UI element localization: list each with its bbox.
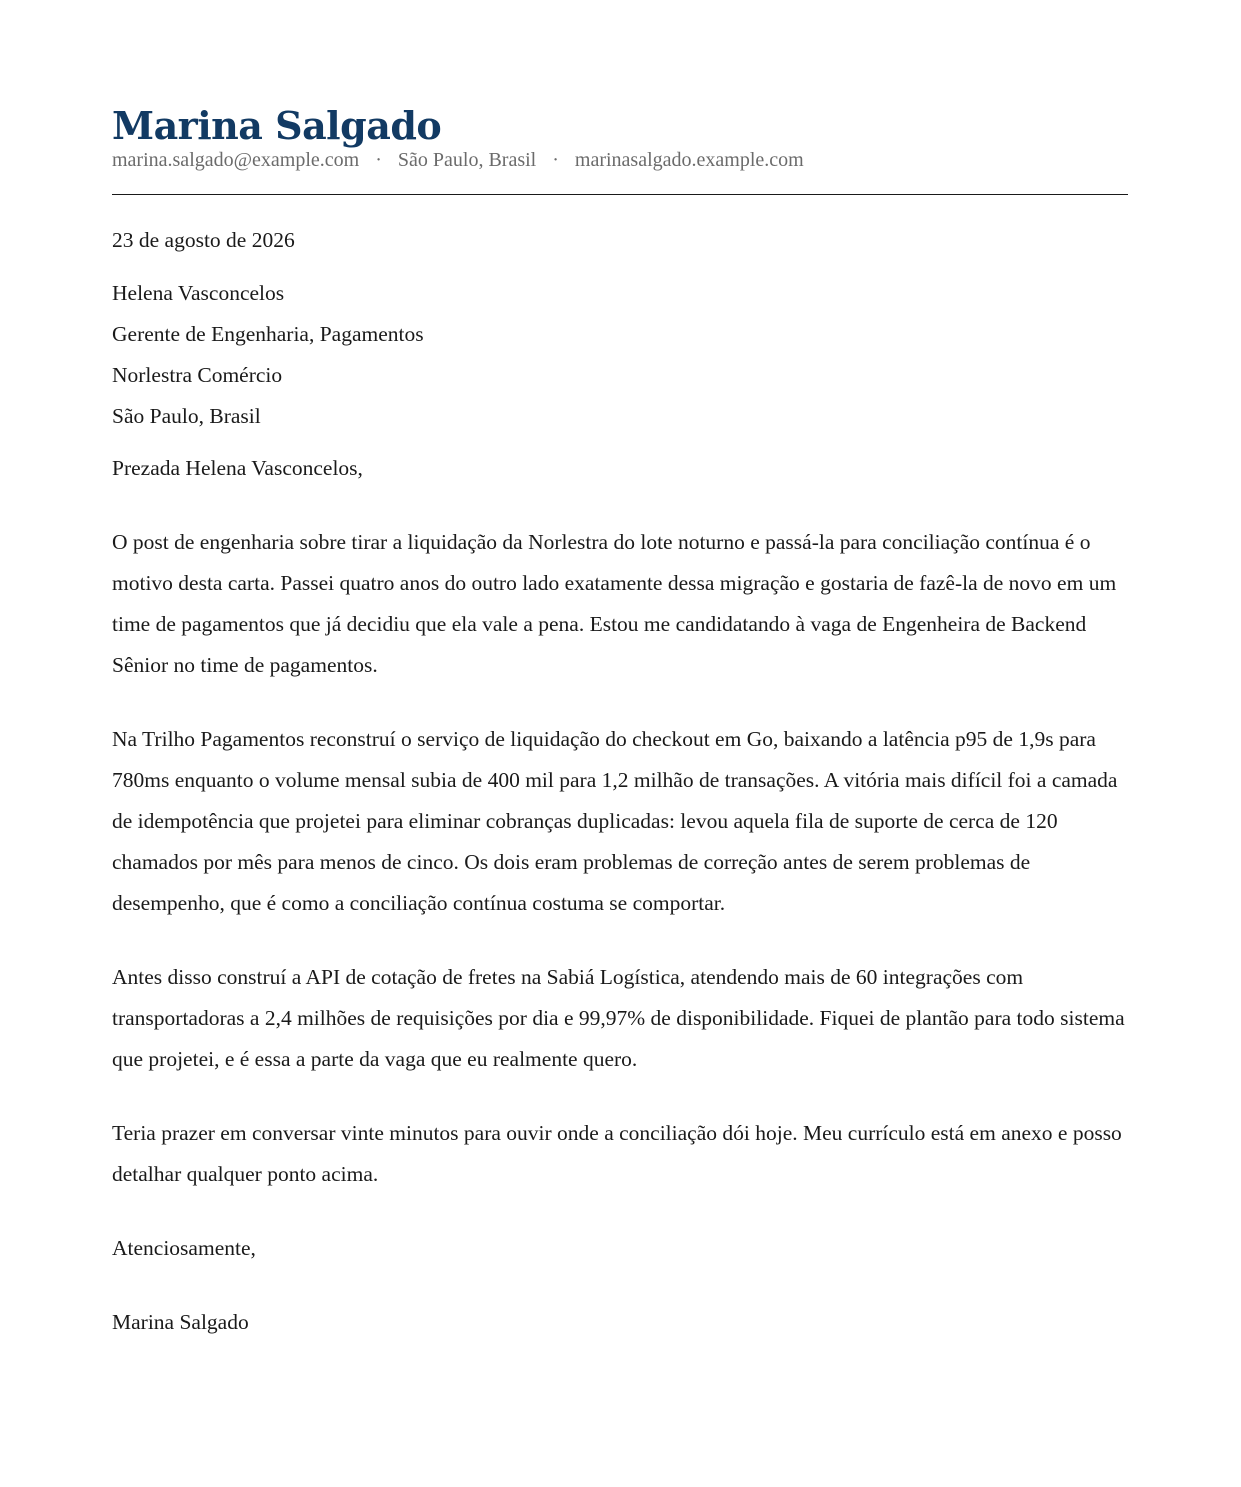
header-divider [112, 194, 1128, 195]
body-paragraph-1: O post de engenharia sobre tirar a liquidação da Norlestra do lote noturno e passá-la para conciliação contínua é o motivo desta carta. Passei quatro anos do outro lado exatamente dessa migração e gostaria de fazê-la de novo em um time de pagamentos que já decidiu que ela vale a pena. Estou me candidatando à vaga de Engenheira de Backend Sênior no time de pagamentos. [112, 530, 1117, 677]
sender-location: São Paulo, Brasil [397, 149, 537, 171]
body-paragraph-4: Teria prazer em conversar vinte minutos para ouvir onde a conciliação dói hoje. Meu currículo está em anexo e posso detalhar qualquer ponto acima. [112, 1121, 1122, 1186]
letter-body [112, 220, 1128, 1343]
letter-date: 23 de agosto de 2026 [112, 228, 295, 252]
contact-line [112, 148, 1128, 172]
salutation: Prezada Helena Vasconcelos, [112, 456, 363, 480]
letter-header [112, 100, 1128, 195]
contact-separator: · [552, 149, 559, 171]
closing: Atenciosamente, [112, 1236, 256, 1260]
cover-letter-page [112, 100, 1128, 1343]
recipient-block [112, 273, 1128, 437]
recipient-title: Gerente de Engenharia, Pagamentos [112, 322, 424, 346]
recipient-name: Helena Vasconcelos [112, 281, 285, 305]
body-paragraph-2: Na Trilho Pagamentos reconstruí o serviço de liquidação do checkout em Go, baixando a latência p95 de 1,9s para 780ms enquanto o volume mensal subia de 400 mil para 1,2 milhão de transações. A vitória mais difícil foi a camada de idempotência que projetei para eliminar cobranças duplicadas: levou aquela fila de suporte de cerca de 120 chamados por mês para menos de cinco. Os dois eram problemas de correção antes de serem problemas de desempenho, que é como a conciliação contínua costuma se comportar. [112, 727, 1118, 915]
body-paragraph-3: Antes disso construí a API de cotação de fretes na Sabiá Logística, atendendo mais de 60 integrações com transportadoras a 2,4 milhões de requisições por dia e 99,97% de disponibilidade. Fiquei de plantão para todo sistema que projetei, e é essa a parte da vaga que eu realmente quero. [112, 965, 1125, 1071]
sender-name: Marina Salgado [112, 103, 442, 148]
recipient-company: Norlestra Comércio [112, 363, 283, 387]
contact-separator: · [375, 149, 382, 171]
signature: Marina Salgado [112, 1310, 249, 1334]
sender-website: marinasalgado.example.com [574, 149, 804, 171]
sender-email: marina.salgado@example.com [112, 149, 360, 171]
recipient-location: São Paulo, Brasil [112, 404, 261, 428]
